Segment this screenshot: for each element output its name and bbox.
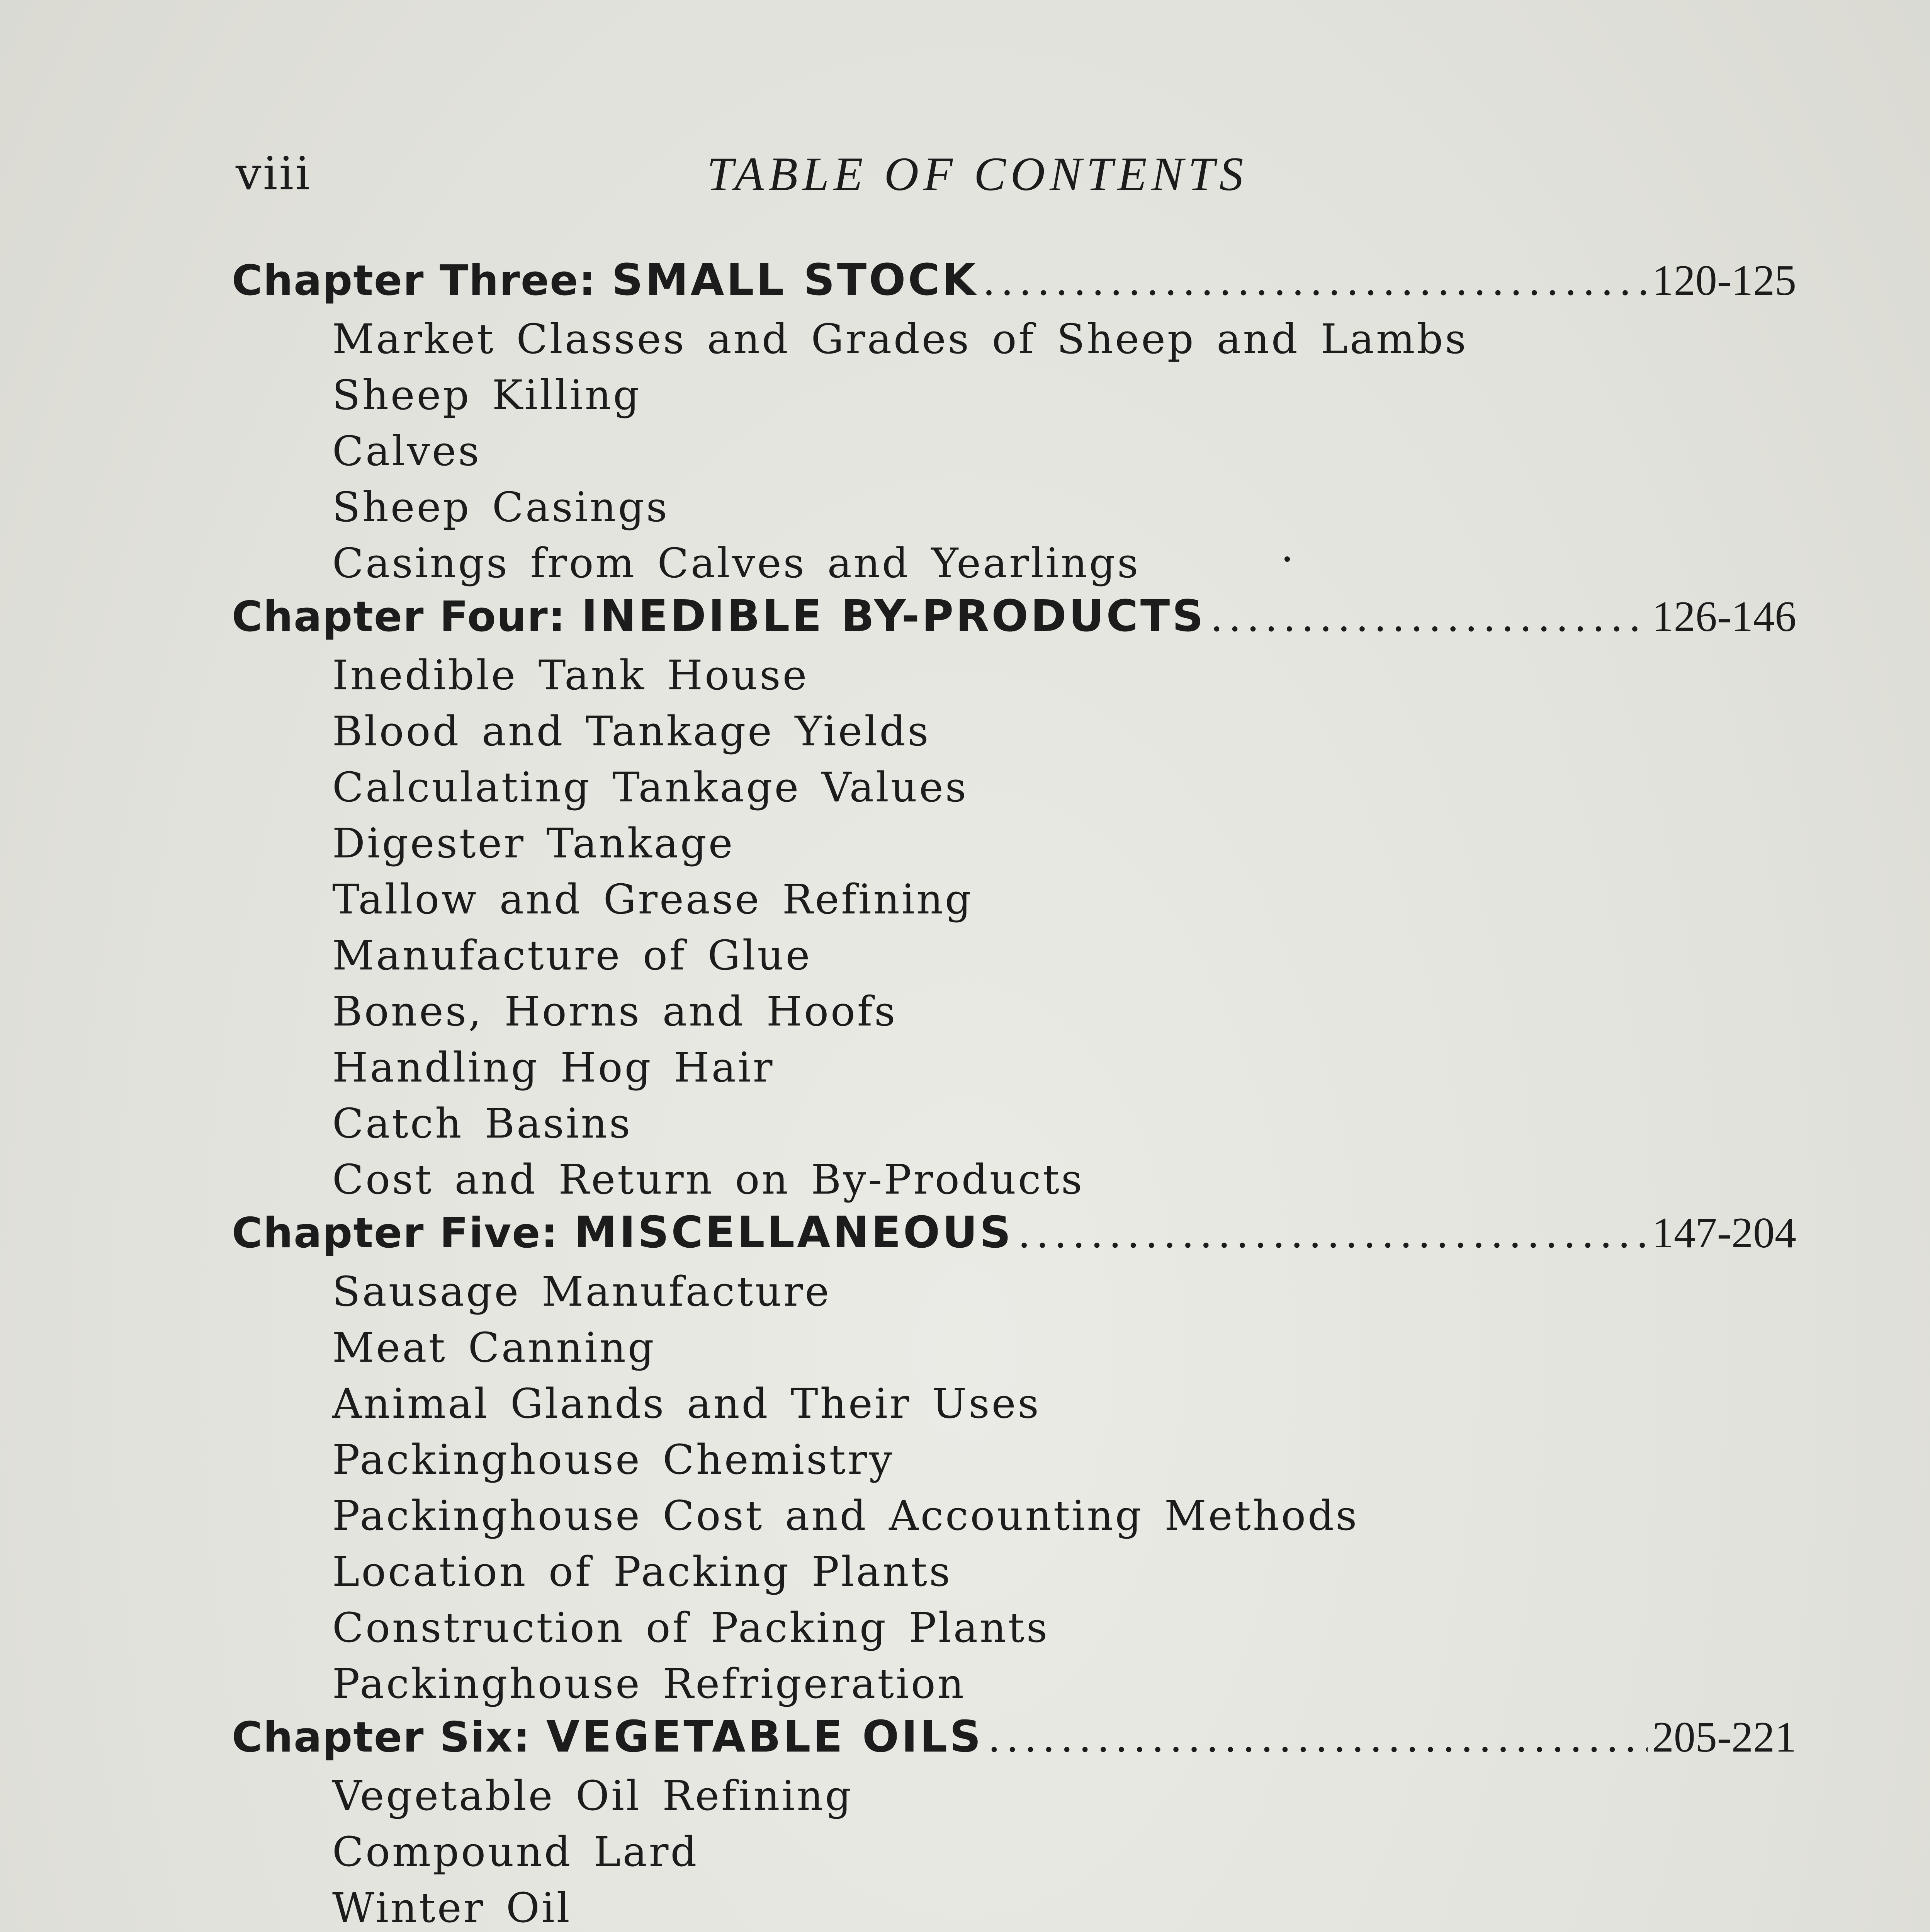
page-folio: viii [236,147,311,200]
page-range: 126-146 [1652,593,1796,641]
page-range: 205-221 [1652,1713,1796,1761]
section-entry: Bones, Horns and Hoofs [332,988,897,1035]
section-entry: Packinghouse Cost and Accounting Methods [332,1492,1359,1539]
chapter-six-entry [232,1712,1796,1768]
chapter-label: Chapter Four: [232,593,566,641]
page-title: TABLE OF CONTENTS [707,148,1248,201]
chapter-title: VEGETABLE OILS [546,1712,983,1762]
section-entry: Casings from Calves and Yearlings [332,539,1140,587]
section-entry: Construction of Packing Plants [332,1604,1050,1651]
chapter-label: Chapter Six: [232,1713,531,1762]
chapter-label: Chapter Three: [232,257,596,305]
section-entry: Digester Tankage [332,820,735,867]
section-entry: Handling Hog Hair [332,1044,775,1091]
section-entry: Tallow and Grease Refining [332,876,973,923]
section-entry: Animal Glands and Their Uses [332,1380,1041,1427]
dot-leader [988,1714,1648,1761]
section-entry: Market Classes and Grades of Sheep and Lambs [332,315,1468,363]
section-entry: Sheep Casings [332,483,669,531]
chapter-label: Chapter Five: [232,1209,559,1257]
section-entry: Sheep Killing [332,371,641,419]
section-entry: Packinghouse Refrigeration [332,1660,966,1708]
section-entry: Calculating Tankage Values [332,764,968,811]
chapter-four-entry [232,591,1796,647]
page-range: 120-125 [1652,257,1796,304]
section-entry: Compound Lard [332,1828,699,1876]
table-of-contents [232,255,1796,1932]
section-entry: Manufacture of Glue [332,932,812,979]
section-entry: Vegetable Oil Refining [332,1772,853,1820]
chapter-title: MISCELLANEOUS [574,1208,1013,1258]
chapter-three-entry [232,255,1796,311]
section-entry: Cost and Return on By-Products [332,1156,1084,1203]
section-entry: Winter Oil [332,1884,572,1932]
chapter-title: SMALL STOCK [612,255,978,305]
dot-leader [1018,1210,1648,1257]
chapter-title: INEDIBLE BY-PRODUCTS [581,591,1206,641]
section-entry: Location of Packing Plants [332,1548,952,1595]
section-entry: Packinghouse Chemistry [332,1436,894,1483]
chapter-five-entry [232,1208,1796,1264]
section-entry: Inedible Tank House [332,651,809,699]
ink-speck [1284,556,1290,562]
dot-leader [982,257,1647,304]
section-entry: Meat Canning [332,1324,656,1371]
section-entry: Sausage Manufacture [332,1268,831,1315]
section-entry: Calves [332,427,481,475]
dot-leader [1210,594,1648,641]
section-entry: Catch Basins [332,1100,632,1147]
running-head [236,147,1719,216]
section-entry: Blood and Tankage Yields [332,707,931,755]
page-range: 147-204 [1652,1209,1796,1257]
